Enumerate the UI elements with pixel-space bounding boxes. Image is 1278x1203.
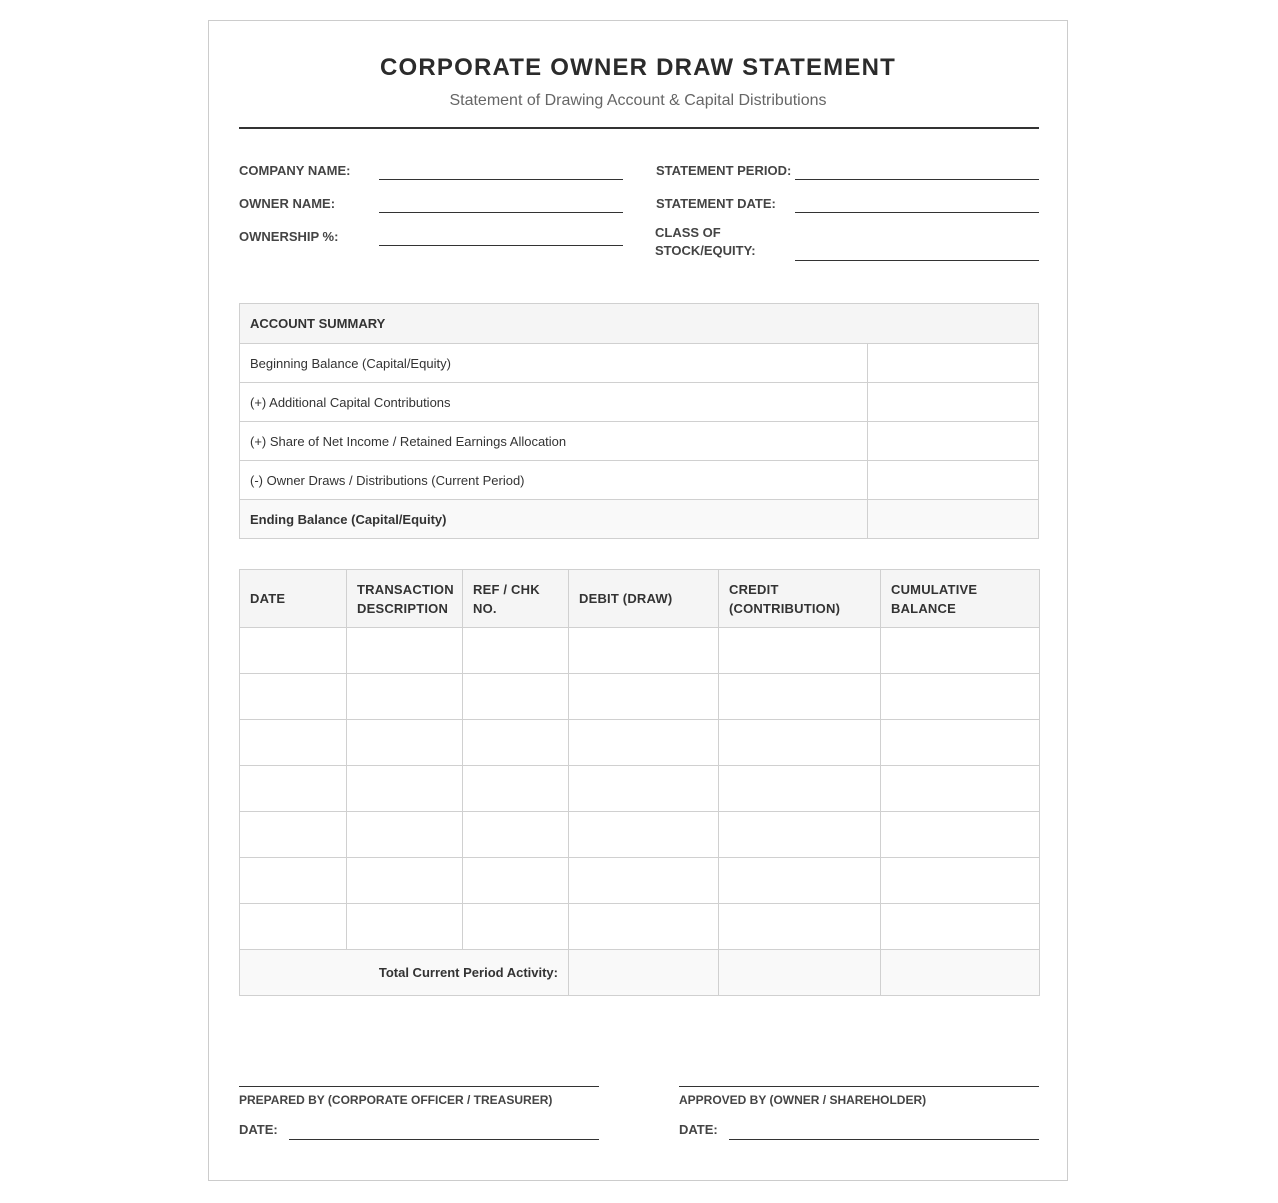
column-header-ref-line1: REF / CHK — [473, 581, 540, 597]
transaction-ledger-table — [239, 569, 1040, 996]
summary-row — [240, 344, 1039, 383]
ledger-cell[interactable] — [347, 674, 463, 720]
ledger-cell[interactable] — [881, 904, 1040, 950]
summary-row — [240, 461, 1039, 500]
column-header-date — [240, 570, 347, 628]
summary-header-row — [240, 304, 1039, 344]
approved-by-signature-line[interactable] — [679, 1086, 1039, 1087]
summary-row — [240, 422, 1039, 461]
ledger-row — [240, 766, 1040, 812]
ending-balance-label: Ending Balance (Capital/Equity) — [240, 500, 868, 539]
prepared-date-label: DATE: — [239, 1122, 278, 1137]
ledger-row — [240, 904, 1040, 950]
approved-date-label: DATE: — [679, 1122, 718, 1137]
ledger-cell[interactable] — [463, 858, 569, 904]
ledger-cell[interactable] — [719, 812, 881, 858]
owner-name-label: OWNER NAME: — [239, 196, 336, 211]
column-header-credit — [719, 570, 881, 628]
company-name-field[interactable] — [379, 179, 623, 180]
title-divider — [239, 127, 1039, 129]
ledger-cell[interactable] — [569, 812, 719, 858]
ledger-cell[interactable] — [569, 766, 719, 812]
column-header-debit — [569, 570, 719, 628]
summary-ending-row — [240, 500, 1039, 539]
ledger-cell[interactable] — [881, 674, 1040, 720]
ledger-cell[interactable] — [240, 858, 347, 904]
summary-heading: ACCOUNT SUMMARY — [240, 304, 1039, 344]
approved-date-field[interactable] — [729, 1139, 1039, 1140]
class-of-stock-label — [655, 224, 756, 260]
owner-name-field[interactable] — [379, 212, 623, 213]
ledger-cell[interactable] — [463, 812, 569, 858]
ledger-cell[interactable] — [881, 766, 1040, 812]
ledger-cell[interactable] — [240, 628, 347, 674]
ledger-cell[interactable] — [719, 628, 881, 674]
ledger-cell[interactable] — [240, 904, 347, 950]
ownership-pct-field[interactable] — [379, 245, 623, 246]
ledger-cell[interactable] — [881, 628, 1040, 674]
class-of-stock-field[interactable] — [795, 260, 1039, 261]
ledger-header-row — [240, 570, 1040, 628]
ledger-row — [240, 628, 1040, 674]
column-header-description-line1: TRANSACTION — [357, 581, 454, 597]
ledger-row — [240, 858, 1040, 904]
column-header-credit-line2: (CONTRIBUTION) — [729, 600, 841, 616]
ledger-cell[interactable] — [463, 766, 569, 812]
ledger-row — [240, 674, 1040, 720]
column-header-balance-line1: CUMULATIVE — [891, 581, 978, 597]
ledger-cell[interactable] — [240, 674, 347, 720]
statement-period-label: STATEMENT PERIOD: — [656, 163, 792, 178]
ledger-cell[interactable] — [347, 766, 463, 812]
column-header-balance — [881, 570, 1040, 628]
ledger-cell[interactable] — [463, 904, 569, 950]
prepared-date-field[interactable] — [289, 1139, 599, 1140]
summary-row-label: (-) Owner Draws / Distributions (Current Period) — [240, 461, 868, 500]
ledger-cell[interactable] — [347, 904, 463, 950]
ledger-cell[interactable] — [719, 720, 881, 766]
ledger-cell[interactable] — [719, 674, 881, 720]
ledger-cell[interactable] — [463, 720, 569, 766]
ledger-cell[interactable] — [347, 720, 463, 766]
summary-row — [240, 383, 1039, 422]
ledger-cell[interactable] — [569, 674, 719, 720]
total-debit-cell[interactable] — [569, 950, 719, 996]
ledger-cell[interactable] — [719, 904, 881, 950]
ownership-pct-label: OWNERSHIP %: — [239, 229, 339, 244]
ledger-cell[interactable] — [347, 628, 463, 674]
ledger-cell[interactable] — [463, 628, 569, 674]
approved-by-label: APPROVED BY (OWNER / SHAREHOLDER) — [679, 1093, 927, 1107]
summary-row-amount[interactable] — [868, 422, 1039, 461]
ledger-cell[interactable] — [881, 812, 1040, 858]
account-summary-table — [239, 303, 1039, 539]
prepared-by-signature-line[interactable] — [239, 1086, 599, 1087]
column-header-debit-text: DEBIT (DRAW) — [579, 591, 673, 606]
summary-row-label: (+) Additional Capital Contributions — [240, 383, 868, 422]
ledger-cell[interactable] — [347, 858, 463, 904]
total-balance-cell[interactable] — [881, 950, 1040, 996]
statement-period-field[interactable] — [795, 179, 1039, 180]
statement-date-field[interactable] — [795, 212, 1039, 213]
ledger-cell[interactable] — [569, 858, 719, 904]
ledger-cell[interactable] — [240, 720, 347, 766]
statement-page — [208, 20, 1068, 1181]
column-header-ref-line2: NO. — [473, 600, 497, 616]
ledger-cell[interactable] — [240, 812, 347, 858]
document-title: CORPORATE OWNER DRAW STATEMENT — [380, 54, 896, 81]
ledger-cell[interactable] — [240, 766, 347, 812]
ledger-cell[interactable] — [881, 720, 1040, 766]
prepared-by-label: PREPARED BY (CORPORATE OFFICER / TREASURER) — [239, 1093, 553, 1107]
column-header-description — [347, 570, 463, 628]
ledger-cell[interactable] — [463, 674, 569, 720]
class-of-stock-label-line2: STOCK/EQUITY: — [655, 243, 756, 258]
total-credit-cell[interactable] — [719, 950, 881, 996]
ledger-row — [240, 812, 1040, 858]
statement-date-label: STATEMENT DATE: — [656, 196, 776, 211]
document-subtitle: Statement of Drawing Account & Capital Distributions — [449, 92, 827, 109]
class-of-stock-label-line1: CLASS OF — [655, 225, 721, 240]
company-name-label: COMPANY NAME: — [239, 163, 351, 178]
total-activity-label: Total Current Period Activity: — [240, 950, 569, 996]
summary-row-amount[interactable] — [868, 344, 1039, 383]
column-header-balance-line2: BALANCE — [891, 600, 956, 616]
ledger-cell[interactable] — [719, 858, 881, 904]
column-header-ref — [463, 570, 569, 628]
ledger-cell[interactable] — [347, 812, 463, 858]
summary-row-amount[interactable] — [868, 383, 1039, 422]
summary-row-label: Beginning Balance (Capital/Equity) — [240, 344, 868, 383]
summary-row-label: (+) Share of Net Income / Retained Earnings Allocation — [240, 422, 868, 461]
summary-row-amount[interactable] — [868, 461, 1039, 500]
ledger-cell[interactable] — [881, 858, 1040, 904]
column-header-date-text: DATE — [250, 591, 286, 606]
column-header-description-line2: DESCRIPTION — [357, 600, 449, 616]
column-header-credit-line1: CREDIT — [729, 581, 779, 597]
ledger-row — [240, 720, 1040, 766]
ledger-total-row — [240, 950, 1040, 996]
ledger-cell[interactable] — [569, 904, 719, 950]
ledger-cell[interactable] — [569, 720, 719, 766]
ledger-cell[interactable] — [569, 628, 719, 674]
ledger-cell[interactable] — [719, 766, 881, 812]
ending-balance-amount[interactable] — [868, 500, 1039, 539]
